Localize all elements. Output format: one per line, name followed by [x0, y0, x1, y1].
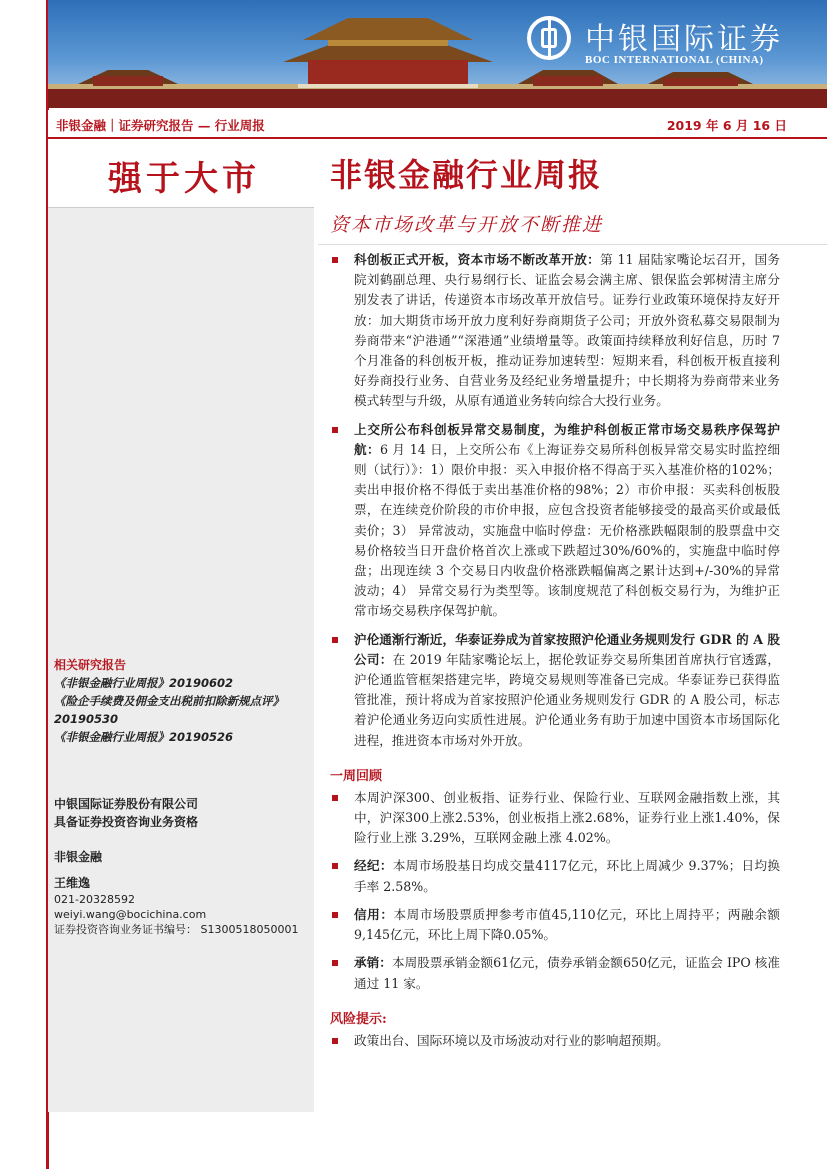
bullet-lead: 科创板正式开板，资本市场不断改革开放：: [354, 252, 601, 267]
bullet-lead: 信用：: [354, 906, 394, 922]
boc-logo-icon: [527, 16, 571, 60]
bullet-item: [330, 953, 780, 993]
bullet-square-icon: [332, 1038, 338, 1044]
boci-logo: [527, 14, 797, 74]
logo-english: BOC INTERNATIONAL (CHINA): [585, 54, 764, 66]
bullet-item: [330, 250, 780, 412]
bullet-lead: 上交所公布科创板异常交易制度，为维护科创板正常市场交易秩序保驾护航：: [354, 421, 780, 457]
related-reports: [54, 656, 284, 746]
bullet-text: 6 月 14 日，上交所公布《上海证券交易所科创板异常交易实时监控细则（试行）》：1）限价申报：买入申报价格不得高于买入基准价格的102%；卖出申报价格不得低于卖出基准价格的98%；2）市价申报：买卖科创板股票，在连续竞价阶段的市价申报，应包含投资者能够接受的最高买价或最低卖价；3） 异常波动，实施盘中临时停盘：无价格涨跌幅限制的股票盘中交易价格较当日开盘价格首次上涨或下跌超过30%/60%的，实施盘中临时停盘；出现连续 3 个交易日内收盘价格涨跌幅偏离之累计达到+/-30%的异常波动；4） 异常交易行为类型等。该制度规范了科创板交易行为，为维护正常市场交易秩序保驾护航。: [354, 441, 780, 619]
page-title: 非银金融行业周报: [330, 156, 603, 194]
bullet-square-icon: [332, 960, 338, 966]
related-report-item: 《险企手续费及佣金支出税前扣除新规点评》: [54, 694, 284, 708]
related-report-item: 20190530: [54, 712, 119, 726]
bullet-lead: 沪伦通渐行渐近，华泰证券成为首家按照沪伦通业务规则发行 GDR 的 A 股公司：: [354, 631, 780, 667]
bullet-lead: 经纪：: [354, 858, 393, 874]
main-content: [330, 250, 780, 1059]
related-report-item: 《非银金融行业周报》20190602: [54, 676, 234, 690]
page-subtitle: 资本市场改革与开放不断推进: [330, 214, 604, 236]
key-points-list: [330, 250, 780, 759]
analyst-name: 王维逸: [54, 876, 91, 890]
bullet-item: [330, 788, 780, 849]
bullet-item: [330, 420, 780, 622]
bullet-text: 本周市场股基日均成交量4117亿元，环比上周减少 9.37%；日均换手率 2.58%。: [354, 858, 780, 894]
bullet-text: 政策出台、国际环境以及市场波动对行业的影响超预期。: [354, 1032, 669, 1048]
bullet-square-icon: [332, 863, 338, 869]
risk-list: [330, 1031, 780, 1059]
title-divider: [318, 244, 827, 245]
section-heading-risk: 风险提示:: [330, 1011, 387, 1027]
company-qualification: 具备证券投资咨询业务资格: [54, 815, 199, 829]
rating-label: 强于大市: [108, 159, 260, 199]
sidebar: [48, 139, 314, 1112]
bullet-item: [330, 856, 780, 896]
company-info: [54, 795, 198, 831]
bullet-item: [330, 630, 780, 751]
company-name: 中银国际证券股份有限公司: [54, 797, 199, 811]
header-banner: [48, 0, 827, 108]
section-heading-weekly-review: 一周回顾: [330, 768, 383, 784]
report-date: 2019 年 6 月 16 日: [666, 118, 787, 133]
bullet-text: 本周股票承销金额61亿元，债券承销金额650亿元，证监会 IPO 核准通过 11 家。: [354, 955, 781, 991]
bullet-square-icon: [332, 257, 338, 263]
bullet-text: 第 11 届陆家嘴论坛召开，国务院刘鹤副总理、央行易纲行长、证监会易会满主席、银保监会郭树清主席分别发表了讲话，传递资本市场改革开放信号。证券行业政策环境保持友好开放：加大期货市场开放力度利好券商期货子公司；开放外资私募交易限制为券商带来“沪港通”“深港通”业绩增量等。政策面持续释放利好信息，历时 7 个月准备的科创板开板，推动证券加速转型：短期来看，科创板开板直接利好券商投行业务、自营业务及经纪业务增量提升；中长期将为券商带来业务模式转型与升级，从原有通道业务转向综合大投行业务。: [354, 252, 780, 409]
report-category-bar: [48, 110, 827, 139]
related-reports-heading: 相关研究报告: [54, 658, 127, 672]
logo-chinese: 中银国际证券: [585, 22, 783, 57]
analyst-phone: 021-20328592: [54, 893, 135, 906]
left-margin: [0, 0, 48, 1169]
report-category: 非银金融｜证券研究报告 — 行业周报: [56, 118, 265, 133]
bullet-lead: 承销：: [354, 955, 392, 971]
bullet-item: [330, 905, 780, 945]
bullet-item: [330, 1031, 780, 1051]
sector-name: 非银金融: [54, 850, 103, 864]
bullet-square-icon: [332, 912, 338, 918]
related-report-item: 《非银金融行业周报》20190526: [54, 730, 234, 744]
bullet-square-icon: [332, 637, 338, 643]
analyst-email[interactable]: weiyi.wang@bocichina.com: [54, 908, 207, 921]
bullet-text: 本周沪深300、创业板指、证券行业、保险行业、互联网金融指数上涨，其中，沪深300上涨2.53%，创业板指上涨2.68%，证券行业上涨1.40%，保险行业上涨 3.29%，互联网金融上涨 4.02%。: [354, 789, 780, 846]
analyst-info: [54, 848, 298, 937]
rating-box: [48, 139, 314, 208]
weekly-review-list: [330, 788, 780, 1002]
bullet-square-icon: [332, 427, 338, 433]
bullet-text: 在 2019 年陆家嘴论坛上，据伦敦证券交易所集团首席执行官透露，沪伦通监管框架搭建完毕，跨境交易规则等准备已完成。华泰证券已获得监管批准，预计将成为首家按照沪伦通业务规则发行 GDR 的 A 股公司，标志着沪伦通业务迈向实质性进展。沪伦通业务有助于加速中国资本市场国际化进程，推进资本市场对外开放。: [354, 651, 781, 748]
bullet-square-icon: [332, 795, 338, 801]
analyst-license: 证券投资咨询业务证书编号： S1300518050001: [54, 923, 299, 936]
bullet-text: 本周市场股票质押参考市值45,110亿元，环比上周持平；两融余额9,145亿元，环比上周下降0.05%。: [354, 906, 780, 943]
